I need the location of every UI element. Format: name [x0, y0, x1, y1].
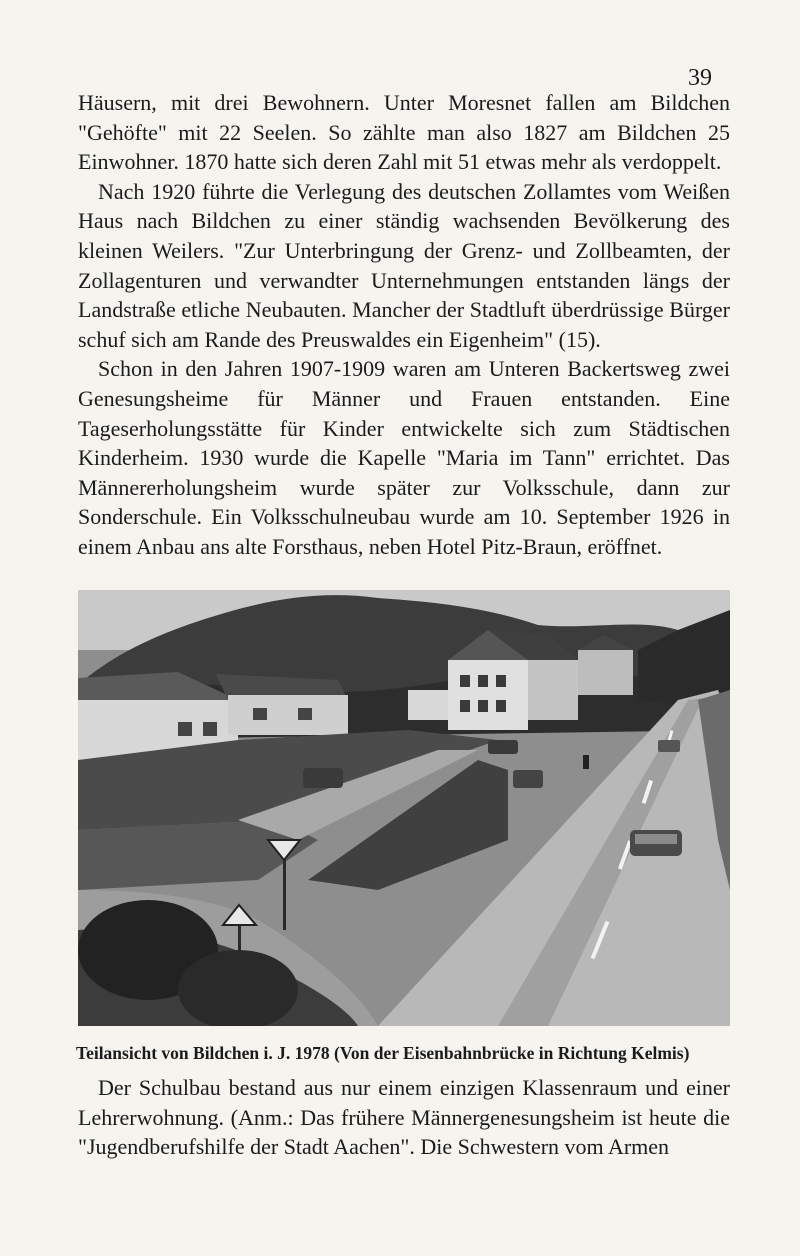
paragraph-4: Der Schulbau bestand aus nur einem einzigen Klassenraum und einer Lehrerwohnung. (Anm.: Das frühere Männergenesungsheim ist heute die "Jugendberufshilfe der Stadt Aachen". Die Schwestern vom Armen	[78, 1075, 730, 1160]
paragraph-2: Nach 1920 führte die Verlegung des deutschen Zollamtes vom Weißen Haus nach Bildchen zu einer ständig wachsenden Bevölkerung des kleinen Weilers. "Zur Unterbringung der Grenz- und Zollbeamten, der Zollagenturen und verwandter Unternehmungen entstanden längs der Landstraße etliche Neubauten. Mancher der Stadtluft überdrüssige Bürger schuf sich am Rande des Preuswaldes ein Eigenheim" (15).	[78, 178, 730, 352]
page-number: 39	[688, 65, 712, 91]
text-block-top	[78, 88, 730, 562]
photo-caption: Teilansicht von Bildchen i. J. 1978 (Von der Eisenbahnbrücke in Richtung Kelmis)	[76, 1043, 690, 1063]
paragraph-3: Schon in den Jahren 1907-1909 waren am Unteren Backertsweg zwei Genesungsheime für Männer und Frauen entstanden. Eine Tageserholungsstätte für Kinder entwickelte sich zum Städtischen Kinderheim. 1930 wurde die Kapelle "Maria im Tann" errichtet. Das Männererholungsheim wurde später zur Volksschule, dann zur Sonderschule. Ein Volksschulneubau wurde am 10. September 1926 in einem Anbau ans alte Forsthaus, neben Hotel Pitz-Braun, eröffnet.	[78, 356, 730, 559]
text-block-bottom	[78, 1073, 730, 1162]
photo-bildchen-1978	[78, 590, 730, 1026]
paragraph-1: Häusern, mit drei Bewohnern. Unter Moresnet fallen am Bildchen "Gehöfte" mit 22 Seelen. So zählte man also 1827 am Bildchen 25 Einwohner. 1870 hatte sich deren Zahl mit 51 etwas mehr als verdoppelt.	[78, 90, 730, 175]
